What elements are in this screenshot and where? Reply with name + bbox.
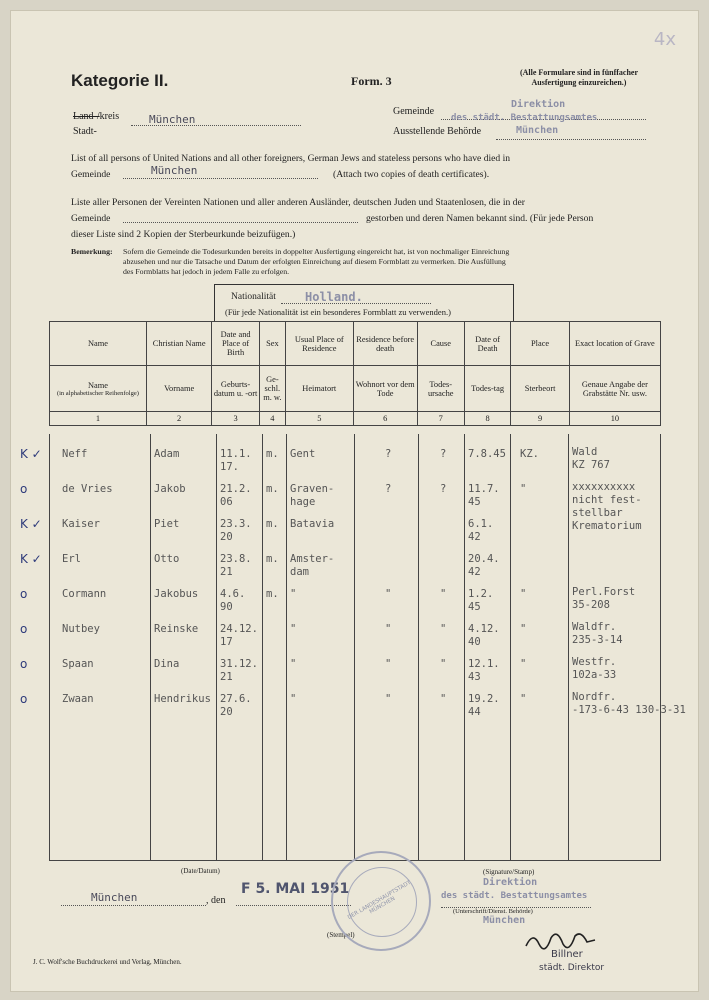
cell-vorname: Reinske (154, 623, 199, 635)
col-number: 5 (285, 412, 353, 426)
col-number: 3 (212, 412, 259, 426)
paragraph-english: List of all persons of United Nations and all other foreigners, German Jews and stateless persons who have died in Gemeinde München (Attach two copies of death certificates). (71, 153, 511, 180)
remark: Bemerkung: Sofern die Gemeinde die Todesurkunden bereits in doppelter Ausfertigung eingereicht hat, ist von nochmaliger Einreichung abzusehen und nur die Tatsache und Datum der erfolgten Einreichung auf diesem Formblatt zu vermerken. Die Ausfüllung des Formblatts hat jedoch in jedem Falle zu erfolgen. (71, 247, 510, 276)
cell-tag1: 6.1. (468, 518, 494, 530)
cell-tag1: 19.2. (468, 693, 500, 705)
cell-ort: " (520, 588, 527, 600)
cell-vorname: Hendrikus (154, 693, 211, 705)
date-label: (Date/Datum) (181, 867, 220, 875)
signer-name: Billner (551, 949, 583, 960)
register-table-header (49, 321, 661, 426)
row-check-mark: o (20, 657, 28, 671)
stadt-label: Stadt- (73, 126, 97, 137)
col-wohnort-de: Wohnort vor dem Tode (353, 366, 417, 412)
cell-ort: " (520, 693, 527, 705)
cell-vorname: Jakobus (154, 588, 199, 600)
signature-label: (Signature/Stamp) (483, 868, 535, 876)
cell-tag1: 11.7. (468, 483, 500, 495)
cell-geb1: 11.1. (220, 448, 252, 460)
cell-ursache: " (440, 588, 447, 600)
row-check-mark: K ✓ (20, 447, 42, 461)
gemeinde-value: Direktion (511, 99, 566, 110)
row-check-mark: o (20, 587, 28, 601)
col-name-en: Name (50, 322, 147, 366)
cell-heimat1: Amster- (290, 553, 335, 565)
cell-name: Erl (62, 553, 81, 565)
cell-geb1: 23.8. (220, 553, 252, 565)
paragraph-german: Liste aller Personen der Vereinten Nationen und aller anderen Ausländer, deutschen Juden und Staatenlosen, die in der Gemeinde gestorben und deren Namen bekannt sind. (Für jede Person dieser Liste sind 2 Kopien der Sterbeurkunde beizufügen.) (71, 197, 594, 240)
signature-line (441, 897, 591, 908)
document-page (10, 10, 699, 992)
col-residence-en: Usual Place of Residence (285, 322, 353, 366)
cell-tag2: 42 (468, 531, 481, 543)
cell-tag1: 20.4. (468, 553, 500, 565)
cell-wohn: ? (385, 483, 392, 495)
cell-sex: m. (266, 553, 279, 565)
cell-geb1: 27.6. (220, 693, 252, 705)
cell-heimat1: Gent (290, 448, 316, 460)
cell-heimat2: dam (290, 566, 309, 578)
cell-tag1: 7.8.45 (468, 448, 506, 460)
cell-wohn: " (385, 658, 392, 670)
cell-heimat1: " (290, 623, 297, 635)
stempel-label: (Stempel) (327, 931, 355, 939)
gemeinde-label: Gemeinde (393, 106, 435, 117)
cell-tag1: 4.12. (468, 623, 500, 635)
cell-geb1: 4.6. (220, 588, 246, 600)
col-vorname-de: Vorname (146, 366, 212, 412)
cell-name: Neff (62, 448, 88, 460)
col-number: 4 (259, 412, 285, 426)
cell-wohn: ? (385, 448, 392, 460)
cell-geb2: 06 (220, 496, 233, 508)
col-grave-en: Exact location of Grave (569, 322, 660, 366)
cell-geb1: 21.2. (220, 483, 252, 495)
cell-tag2: 43 (468, 671, 481, 683)
cell-geb1: 31.12. (220, 658, 258, 670)
col-christian-name-en: Christian Name (146, 322, 212, 366)
cell-grab1: Wald (572, 446, 598, 458)
cell-geb1: 23.3. (220, 518, 252, 530)
cell-name: de Vries (62, 483, 113, 495)
cell-grab1: Nordfr. (572, 691, 617, 703)
cell-wohn: " (385, 623, 392, 635)
cell-tag1: 1.2. (468, 588, 494, 600)
col-geschlecht-de: Ge-schl. m. w. (259, 366, 285, 412)
cell-vorname: Piet (154, 518, 180, 530)
cell-grab2: nicht fest- (572, 494, 642, 506)
cell-geb2: 21 (220, 671, 233, 683)
cell-grab2: 235-3-14 (572, 634, 623, 646)
row-check-mark: o (20, 622, 28, 636)
cell-ursache: ? (440, 448, 447, 460)
col-sex-en: Sex (259, 322, 285, 366)
cell-name: Zwaan (62, 693, 94, 705)
col-todestag-de: Todes-tag (464, 366, 511, 412)
cell-ort: " (520, 623, 527, 635)
cell-tag2: 45 (468, 601, 481, 613)
col-residence-before-en: Residence before death (353, 322, 417, 366)
footer-den: , den (206, 895, 226, 906)
cell-sex: m. (266, 483, 279, 495)
kategorie-title: Kategorie II. (71, 71, 169, 90)
cell-heimat1: " (290, 588, 297, 600)
cell-wohn: " (385, 693, 392, 705)
cell-vorname: Dina (154, 658, 180, 670)
cell-ursache: " (440, 658, 447, 670)
col-todesursache-de: Todes-ursache (417, 366, 464, 412)
col-name-de: Name (in alphabetischer Reihenfolge) (50, 366, 147, 412)
cell-name: Nutbey (62, 623, 100, 635)
cell-heimat1: " (290, 658, 297, 670)
register-table-body (20, 434, 686, 861)
behoerde-value-1: des städt. Bestattungsamtes (451, 113, 598, 123)
cell-vorname: Otto (154, 553, 180, 565)
cell-grab2: 102a-33 (572, 669, 617, 681)
behoerde-value-2: München (516, 125, 559, 136)
sig-amt: des städt. Bestattungsamtes (441, 891, 588, 901)
cell-heimat1: Graven- (290, 483, 335, 495)
cell-heimat1: " (290, 693, 297, 705)
nationality-note: (Für jede Nationalität ist ein besonderes Formblatt zu verwenden.) (225, 307, 451, 317)
corner-mark: 4x (653, 29, 676, 50)
cell-grab2: 35-208 (572, 599, 610, 611)
landkreis-label: Land-/kreis (73, 111, 120, 122)
cell-sex: m. (266, 518, 279, 530)
cell-geb1: 24.12. (220, 623, 258, 635)
col-number: 8 (464, 412, 511, 426)
nationality-value: Holland. (305, 290, 363, 304)
cell-grab2: -173-6-43 130-3-31 (572, 704, 686, 716)
cell-geb2: 21 (220, 566, 233, 578)
printer-imprint: J. C. Wolf'sche Buchdruckerei und Verlag, München. (33, 958, 182, 966)
cell-ursache: ? (440, 483, 447, 495)
kreis-value: München (149, 113, 196, 126)
behoerde-label: Ausstellende Behörde (393, 126, 482, 137)
cell-vorname: Jakob (154, 483, 186, 495)
cell-ursache: " (440, 693, 447, 705)
nationality-label: Nationalität (231, 292, 276, 302)
row-check-mark: o (20, 692, 28, 706)
cell-tag2: 42 (468, 566, 481, 578)
cell-name: Spaan (62, 658, 94, 670)
col-geburt-de: Geburts-datum u. -ort (212, 366, 259, 412)
cell-heimat1: Batavia (290, 518, 335, 530)
col-cause-en: Cause (417, 322, 464, 366)
official-seal: DER LANDESHAUPTSTADT MÜNCHEN (331, 851, 431, 951)
cell-grab1: xxxxxxxxxx (572, 481, 636, 493)
col-grabstaette-de: Genaue Angabe der Grabstätte Nr. usw. (569, 366, 660, 412)
col-number: 10 (569, 412, 660, 426)
cell-ursache: " (440, 623, 447, 635)
signer-title: städt. Direktor (539, 963, 605, 973)
copies-note: (Alle Formulare sind in fünffacher Ausfertigung einzureichen.) (519, 68, 639, 87)
form-number: Form. 3 (351, 74, 392, 88)
cell-tag2: 45 (468, 496, 481, 508)
cell-wohn: " (385, 588, 392, 600)
cell-geb2: 17. (220, 461, 239, 473)
cell-grab3: stellbar (572, 507, 623, 519)
row-check-mark: K ✓ (20, 552, 42, 566)
cell-name: Kaiser (62, 518, 100, 530)
col-place-en: Place (511, 322, 569, 366)
cell-tag1: 12.1. (468, 658, 500, 670)
sig-direktion: Direktion (483, 877, 538, 888)
col-heimatort-de: Heimatort (285, 366, 353, 412)
cell-grab2: KZ 767 (572, 459, 610, 471)
col-number: 2 (146, 412, 212, 426)
cell-vorname: Adam (154, 448, 180, 460)
sig-muenchen: München (483, 915, 526, 926)
cell-grab1: Waldfr. (572, 621, 617, 633)
cell-sex: m. (266, 448, 279, 460)
cell-grab1: Perl.Forst (572, 586, 636, 598)
col-number: 9 (511, 412, 569, 426)
row-check-mark: K ✓ (20, 517, 42, 531)
cell-ort: " (520, 658, 527, 670)
sig-unterschrift-label: (Unterschrift/Dienst. Behörde) (453, 908, 533, 915)
cell-heimat2: hage (290, 496, 316, 508)
cell-ort: KZ. (520, 448, 539, 460)
cell-ort: " (520, 483, 527, 495)
nationality-box (214, 284, 514, 322)
cell-geb2: 20 (220, 706, 233, 718)
col-sterbeort-de: Sterbeort (511, 366, 569, 412)
cell-tag2: 44 (468, 706, 481, 718)
footer-place: München (91, 891, 138, 904)
col-number: 6 (353, 412, 417, 426)
cell-grab1: Westfr. (572, 656, 617, 668)
cell-tag2: 40 (468, 636, 481, 648)
col-birth-en: Date and Place of Birth (212, 322, 259, 366)
cell-sex: m. (266, 588, 279, 600)
col-number: 1 (50, 412, 147, 426)
col-number: 7 (417, 412, 464, 426)
row-check-mark: o (20, 482, 28, 496)
cell-geb2: 17 (220, 636, 233, 648)
cell-geb2: 90 (220, 601, 233, 613)
date-stamp: F 5. MAI 1951 (241, 881, 350, 897)
cell-geb2: 20 (220, 531, 233, 543)
col-date-death-en: Date of Death (464, 322, 511, 366)
cell-name: Cormann (62, 588, 107, 600)
cell-grab4: Krematorium (572, 520, 642, 532)
